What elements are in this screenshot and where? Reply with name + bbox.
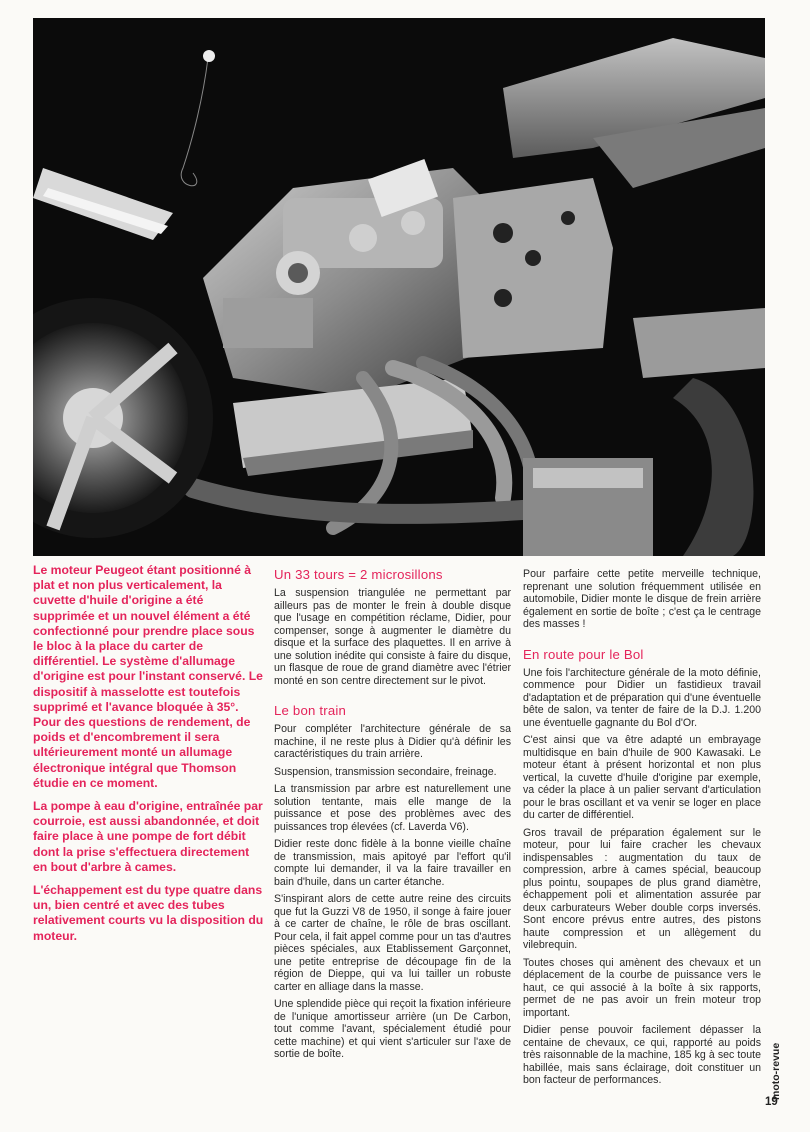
photo-caption bbox=[33, 563, 265, 952]
article-paragraph: Une splendide pièce qui reçoit la fixation inférieure de l'unique amortisseur arrière (un De Carbon, tout comme l'avant, spécialement étudié pour cette machine) et qui vient s'articuler sur l'axe de sortie de boîte. bbox=[274, 998, 511, 1060]
article-column-2 bbox=[274, 567, 511, 1066]
article-paragraph: Toutes choses qui amènent des chevaux et un déplacement de la courbe de puissance vers le haut, ce qui associé à la boîte à six rapports, permet de ne pas avoir un frein moteur trop important. bbox=[523, 956, 761, 1019]
caption-paragraph: Le moteur Peugeot étant positionné à plat et non plus verticalement, la cuvette d'huile d'origine a été supprimée et un nouvel élément a été confectionné pour prendre place sous le bloc à la place du carter de différentiel. Le système d'allumage d'origine est pour l'instant conservé. Le dispositif à masselotte est toutefois supprimé et l'avance bloquée à 35°. Pour des questions de rendement, de poids et d'encombrement il sera ultérieurement monté un allumage électronique intégral que Thomson étudie en ce moment. bbox=[33, 563, 263, 790]
engine-photo bbox=[33, 18, 765, 556]
magazine-name bbox=[770, 1040, 786, 1100]
article-paragraph: Une fois l'architecture générale de la moto définie, commence pour Didier un fastidieux travail d'adaptation et de préparation qui d'une éventuelle bête de salon, va tenter de faire de la D.J. 1.200 une éventuelle gagnante du Bol d'Or. bbox=[523, 666, 761, 729]
article-paragraph: Pour parfaire cette petite merveille technique, reprenant une solution fréquemment utilisée en automobile, Didier monte le disque de frein arrière également en sortie de boîte ; c'est ça le centrage des masses ! bbox=[523, 568, 761, 630]
article-paragraph: S'inspirant alors de cette autre reine des circuits que fut la Guzzi V8 de 1950, il songe à faire jouer à ce carter de chaîne, le rôle de bras oscillant. Pour cela, il fait appel comme pour un tas d'autres pièces spéciales, aux Etablissement Garçonnet, une petite entreprise de découpage fin de la région de Dieppe, qui va lui tailler un robuste carter en alliage dans la masse. bbox=[274, 893, 511, 993]
article-paragraph: Didier pense pouvoir facilement dépasser la centaine de chevaux, ce qui, rapporté au poids très raisonnable de la machine, 185 kg à sec toute habillée, mais sans éclairage, doit constituer un bon facteur de performances. bbox=[523, 1024, 761, 1086]
article-paragraph: La transmission par arbre est naturellement une solution tentante, mais elle mange de la puissance et pose des problèmes avec des puissances trop élevées (cf. Laverda V6). bbox=[274, 783, 511, 833]
article-paragraph: Pour compléter l'architecture générale de sa machine, il ne reste plus à Didier qu'à définir les caractéristiques du train arrière. bbox=[274, 723, 511, 760]
caption-paragraph: La pompe à eau d'origine, entraînée par courroie, est aussi abandonnée, et doit faire place à une pompe de fort débit dont la prise s'effectuera directement en bout d'arbre à cames. bbox=[33, 799, 263, 874]
section-heading: Le bon train bbox=[274, 703, 347, 718]
article-paragraph: La suspension triangulée ne permettant par ailleurs pas de monter le frein à double disque que l'usage en compétition réclame, Didier, pour compenser, songe à augmenter le diamètre du disque et la surface des plaquettes. Il en arrive à une solution inédite qui consiste à faire du disque, un flasque de roue de grand diamètre avec l'étrier monté en son centre directement sur le pivot. bbox=[274, 587, 511, 687]
caption-paragraph: L'échappement est du type quatre dans un, bien centré et avec des tubes relativement courts vu la disposition du moteur. bbox=[33, 883, 264, 943]
work-stand bbox=[523, 458, 653, 556]
article-paragraph: C'est ainsi que va être adapté un embrayage multidisque en bain d'huile de 900 Kawasaki. Le moteur étant à présent horizontal et non plus vertical, la cuvette d'huile d'origine par exemple, va céder la place à un palier servant d'articulation pour le bras oscillant et va venir se loger en place du carter de différentiel. bbox=[523, 734, 761, 821]
article-column-3 bbox=[523, 568, 761, 1092]
engine-photo-illustration bbox=[33, 18, 765, 556]
article-paragraph: Gros travail de préparation également sur le moteur, pour lui faire cracher les chevaux indispensables : augmentation du taux de compression, arbre à cames spécial, beaucoup plus pointu, soupapes de plus grand diamètre, échappement poli et alimentation assurée par deux carburateurs Weber double corps inversés. Sont encore prévus entre autres, des pistons haute compression et un allègement du vilebrequin. bbox=[523, 826, 761, 951]
section-heading: Un 33 tours = 2 microsillons bbox=[274, 567, 443, 582]
article-paragraph: Didier reste donc fidèle à la bonne vieille chaîne de transmission, mais apitoyé par l'effort qu'il compte lui demander, il va la faire travailler en bain d'huile, dans un carter étanche. bbox=[274, 838, 511, 888]
section-heading: En route pour le Bol bbox=[523, 646, 644, 662]
page-number: 19 bbox=[765, 1096, 778, 1108]
article-paragraph: Suspension, transmission secondaire, freinage. bbox=[274, 765, 497, 778]
magazine-name-text: moto-revue bbox=[770, 1042, 782, 1100]
mounting-plate bbox=[453, 178, 613, 358]
